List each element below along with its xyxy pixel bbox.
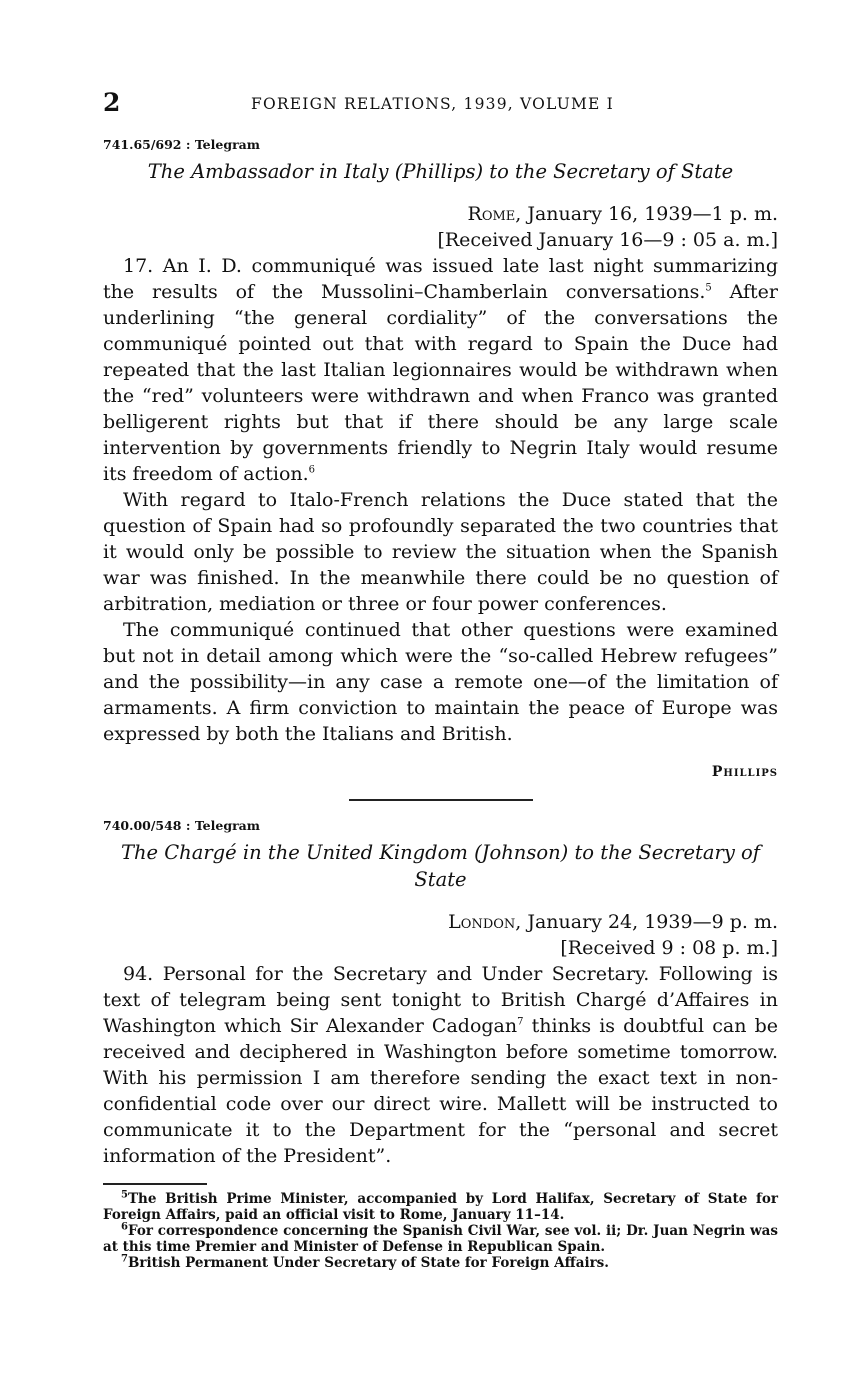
dateline-date: , January 24, 1939—9 p. m.: [515, 911, 778, 933]
running-title: FOREIGN RELATIONS, 1939, VOLUME I: [251, 95, 614, 113]
footnote-text: The British Prime Minister, accompanied by Lord Halifax, Secretary of State for Foreign Affairs, paid an official visit to Rome, January 11–14.: [103, 1191, 778, 1223]
footnote-ref: 6: [308, 464, 316, 476]
document-heading: The Ambassador in Italy (Phillips) to the Secretary of State: [147, 160, 734, 183]
footnotes: [103, 1191, 778, 1271]
dateline-place: Rome: [467, 203, 516, 225]
dateline-place: London: [448, 911, 516, 933]
footnote-ref: 7: [517, 1016, 524, 1028]
body-paragraph: [103, 253, 778, 487]
received-line: [Received January 16—9 : 05 a. m.]: [437, 229, 778, 251]
file-number: 740.00/548 : Telegram: [103, 818, 260, 833]
paragraph-text: thinks is doubtful can be received and deciphered in Washington before sometime tomorrow. With his permission I am therefore sending the exact text in non-confidential code over our direct wire. Mallett will be instructed to communicate it to the Department for the “personal and secret information of the President”.: [103, 1015, 778, 1167]
section-divider: [349, 799, 533, 801]
paragraph-text: After underlining “the general cordiality” of the conversations the communiqué pointed out that with regard to Spain the Duce had repeated that the last Italian legionnaires would be withdrawn when the “red” volunteers were withdrawn and when Franco was granted belligerent rights but that if there should be any large scale intervention by governments friendly to Negrin Italy would resume its freedom of action.: [103, 281, 778, 485]
document-telegram-2: [103, 817, 778, 1169]
page-number: 2: [103, 88, 121, 117]
dateline: [103, 201, 778, 227]
footnote-mark: 5: [121, 1189, 128, 1201]
footnote: [103, 1223, 778, 1255]
file-number: 741.65/692 : Telegram: [103, 137, 260, 152]
footnote-divider: [103, 1183, 207, 1185]
footnote: [103, 1191, 778, 1223]
footnote-ref: 5: [705, 282, 712, 294]
body-paragraph: [103, 961, 778, 1169]
dateline: [103, 909, 778, 935]
body-paragraph: With regard to Italo-French relations the Duce stated that the question of Spain had so profoundly separated the two countries that it would only be possible to review the situation when the Spanish war was finished. In the meanwhile there could be no question of arbitration, mediation or three or four power conferences.: [103, 489, 778, 615]
footnote-mark: 6: [121, 1221, 128, 1233]
running-header: [103, 86, 778, 120]
paragraph-text: 17. An I. D. communiqué was issued late last night summarizing the results of the Mussolini–Chamberlain conversations.: [103, 255, 778, 303]
body-paragraph: The communiqué continued that other questions were examined but not in detail among which were the “so-called Hebrew refugees” and the possibility—in any case a remote one—of the limitation of armaments. A firm conviction to maintain the peace of Europe was expressed by both the Italians and British.: [103, 619, 778, 745]
footnote-text: British Permanent Under Secretary of State for Foreign Affairs.: [127, 1255, 609, 1271]
paragraph-text: 94. Personal for the Secretary and Under Secretary. Following is text of telegram being sent tonight to British Chargé d’Affaires in Washington which Sir Alexander Cadogan: [103, 963, 778, 1037]
document-heading: The Chargé in the United Kingdom (Johnson) to the Secretary of State: [120, 841, 761, 891]
received-line: [Received 9 : 08 p. m.]: [560, 937, 778, 959]
document-telegram-1: [103, 136, 778, 785]
document-page: [103, 86, 778, 1271]
footnote-text: For correspondence concerning the Spanish Civil War, see vol. ii; Dr. Juan Negrin was at this time Premier and Minister of Defense in Republican Spain.: [103, 1223, 778, 1255]
signature: Phillips: [711, 764, 778, 780]
footnote: [103, 1255, 778, 1271]
dateline-date: , January 16, 1939—1 p. m.: [515, 203, 778, 225]
footnote-mark: 7: [121, 1253, 128, 1265]
